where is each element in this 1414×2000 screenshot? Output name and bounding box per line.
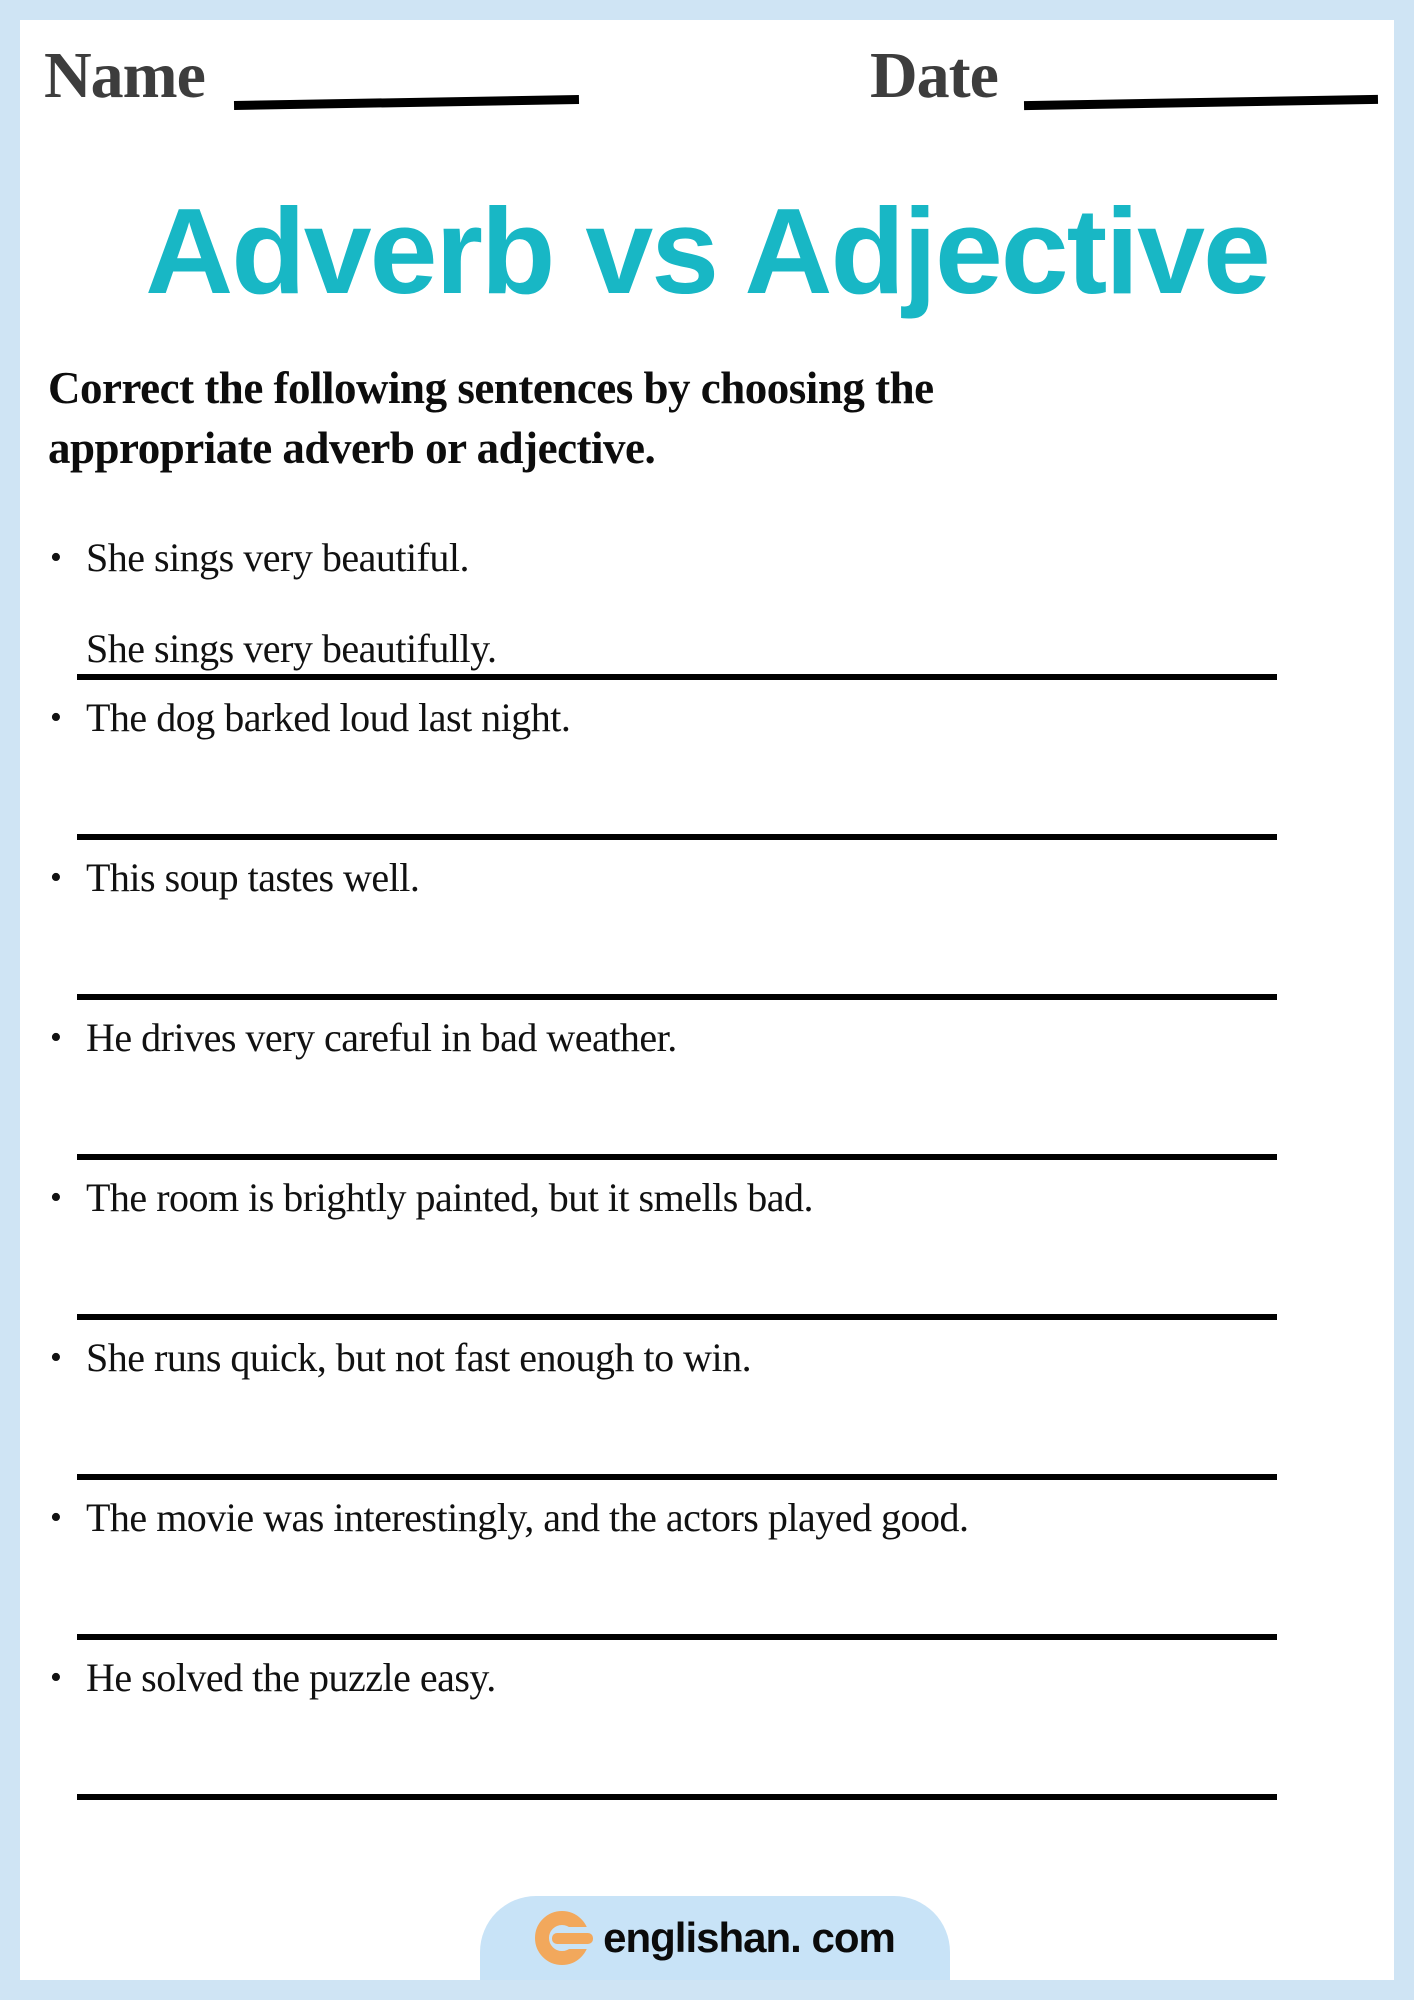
bullet-icon: •: [50, 1179, 62, 1216]
item-sentence: [50, 1654, 496, 1702]
item-sentence: [50, 1334, 751, 1382]
worksheet-item: [20, 1160, 1394, 1320]
bullet-icon: •: [50, 539, 62, 576]
brand-text: englishan. com: [603, 1914, 895, 1961]
worksheet-item: [20, 520, 1394, 680]
bullet-icon: •: [50, 1499, 62, 1536]
worksheet-item: [20, 1480, 1394, 1640]
answer-line: [77, 1794, 1277, 1800]
englishan-e-icon: [535, 1911, 589, 1965]
instruction-line-2: appropriate adverb or adjective.: [48, 423, 656, 473]
sentence-text: The movie was interestingly, and the actors played good.: [86, 1495, 969, 1540]
bullet-icon: •: [50, 1019, 62, 1056]
item-sentence: [50, 1014, 677, 1062]
worksheet-item: [20, 1000, 1394, 1160]
footer-brand-badge: [480, 1896, 950, 1980]
worksheet-item: [20, 1640, 1394, 1800]
worksheet-item: [20, 680, 1394, 840]
worksheet-page: [20, 20, 1394, 1980]
sentence-text: He solved the puzzle easy.: [86, 1655, 496, 1700]
item-sentence: [50, 694, 570, 742]
date-label: Date: [870, 39, 998, 112]
item-sentence: [50, 1174, 813, 1222]
bullet-icon: •: [50, 1659, 62, 1696]
name-underline: [234, 95, 579, 110]
sentence-text: The room is brightly painted, but it smells bad.: [86, 1175, 814, 1220]
sentence-text: This soup tastes well.: [86, 855, 420, 900]
worksheet-item: [20, 1320, 1394, 1480]
sentence-text: The dog barked loud last night.: [86, 695, 571, 740]
worksheet-items: [20, 520, 1394, 1800]
instruction-line-1: Correct the following sentences by choosing the: [48, 363, 934, 413]
date-underline: [1024, 95, 1378, 110]
bullet-icon: •: [50, 1339, 62, 1376]
bullet-icon: •: [50, 699, 62, 736]
worksheet-item: [20, 840, 1394, 1000]
item-sentence: [50, 854, 419, 902]
sentence-text: She sings very beautiful.: [86, 535, 469, 580]
item-sentence: [50, 1494, 969, 1542]
page-title: Adverb vs Adjective: [145, 183, 1269, 319]
name-label: Name: [44, 39, 205, 112]
instruction-text: [48, 358, 1298, 478]
item-sentence: [50, 534, 469, 582]
sentence-text: She runs quick, but not fast enough to win.: [86, 1335, 752, 1380]
sentence-text: He drives very careful in bad weather.: [86, 1015, 677, 1060]
logo-bar: [552, 1933, 593, 1944]
answer-text: She sings very beautifully.: [86, 626, 497, 671]
bullet-icon: •: [50, 859, 62, 896]
